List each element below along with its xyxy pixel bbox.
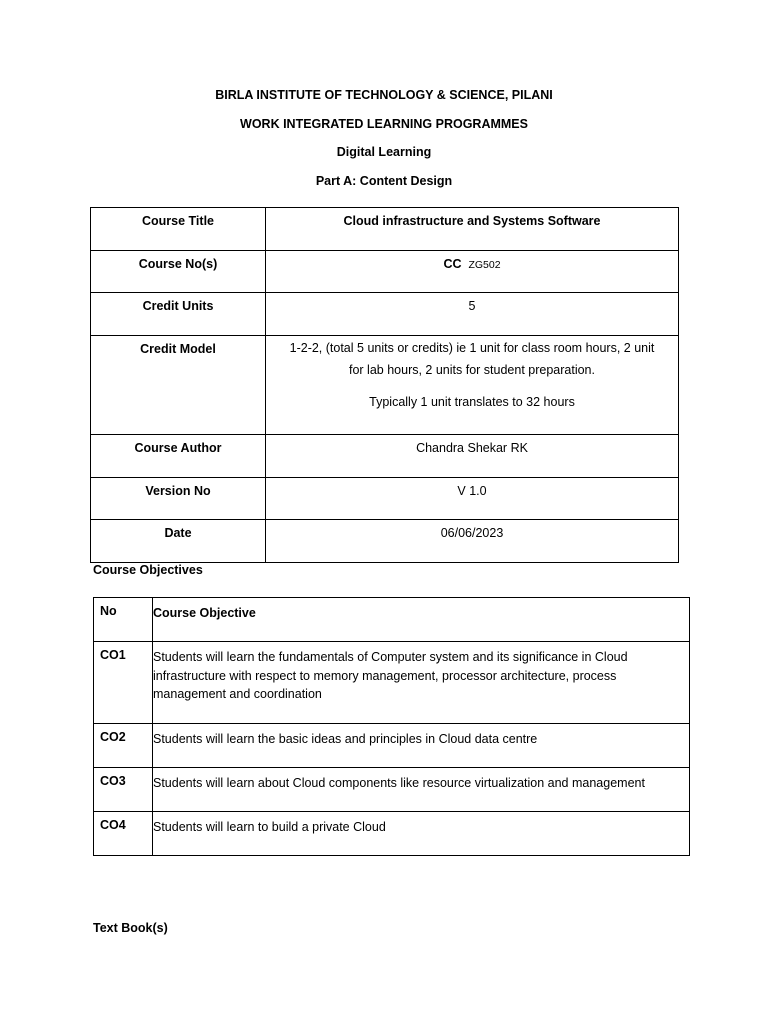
- objective-row-co2: [94, 724, 690, 768]
- row-date: [91, 520, 679, 563]
- row-version-no: [91, 478, 679, 520]
- objective-row-co4: [94, 812, 690, 856]
- credit-model-line-2: for lab hours, 2 units for student preparation.: [349, 363, 595, 377]
- credit-model-line-3: Typically 1 unit translates to 32 hours: [369, 395, 575, 409]
- row-course-title: [91, 208, 679, 251]
- credit-model-line-1: 1-2-2, (total 5 units or credits) ie 1 unit for class room hours, 2 unit: [289, 341, 655, 355]
- credit-model-label: Credit Model: [91, 336, 266, 435]
- objective-text: Students will learn about Cloud components like resource virtualization and management: [153, 768, 690, 812]
- objective-row-co1: [94, 642, 690, 724]
- date-label: Date: [91, 520, 266, 563]
- objective-text: [153, 642, 690, 724]
- course-title-label: Course Title: [91, 208, 266, 251]
- credit-units-value: 5: [266, 293, 679, 336]
- division-title: Digital Learning: [336, 145, 432, 159]
- course-author-label: Course Author: [91, 435, 266, 478]
- text-books-heading: Text Book(s): [93, 921, 168, 935]
- objective-no: CO4: [94, 812, 153, 856]
- course-no-value: [266, 251, 679, 293]
- course-objectives-heading: Course Objectives: [93, 563, 203, 577]
- objective-line: management and coordination: [153, 687, 322, 701]
- objective-no: CO2: [94, 724, 153, 768]
- course-author-value: Chandra Shekar RK: [266, 435, 679, 478]
- objective-text: Students will learn to build a private Cloud: [153, 812, 690, 856]
- course-no-label: Course No(s): [91, 251, 266, 293]
- part-title: Part A: Content Design: [315, 174, 453, 188]
- course-info-table: [90, 207, 679, 563]
- programme-title: WORK INTEGRATED LEARNING PROGRAMMES: [240, 117, 528, 131]
- objective-text: Students will learn the basic ideas and principles in Cloud data centre: [153, 724, 690, 768]
- objective-no: CO1: [94, 642, 153, 724]
- course-no-code: ZG502: [468, 259, 501, 271]
- course-objectives-table: [93, 597, 690, 856]
- credit-units-label: Credit Units: [91, 293, 266, 336]
- header-course-objective: Course Objective: [153, 598, 690, 642]
- row-course-no: [91, 251, 679, 293]
- version-no-label: Version No: [91, 478, 266, 520]
- row-course-author: [91, 435, 679, 478]
- header-no: No: [94, 598, 153, 642]
- objectives-header-row: [94, 598, 690, 642]
- credit-model-value: [266, 336, 679, 435]
- course-title-value: Cloud infrastructure and Systems Software: [266, 208, 679, 251]
- date-value: 06/06/2023: [266, 520, 679, 563]
- institute-name: BIRLA INSTITUTE OF TECHNOLOGY & SCIENCE, PILANI: [215, 88, 553, 102]
- course-no-prefix: CC: [443, 257, 462, 271]
- version-no-value: V 1.0: [266, 478, 679, 520]
- objective-row-co3: [94, 768, 690, 812]
- objective-line: infrastructure with respect to memory management, processor architecture, process: [153, 668, 617, 683]
- row-credit-model: [91, 336, 679, 435]
- objective-line: Students will learn the fundamentals of Computer system and its significance in Cloud: [153, 650, 628, 664]
- objective-no: CO3: [94, 768, 153, 812]
- row-credit-units: [91, 293, 679, 336]
